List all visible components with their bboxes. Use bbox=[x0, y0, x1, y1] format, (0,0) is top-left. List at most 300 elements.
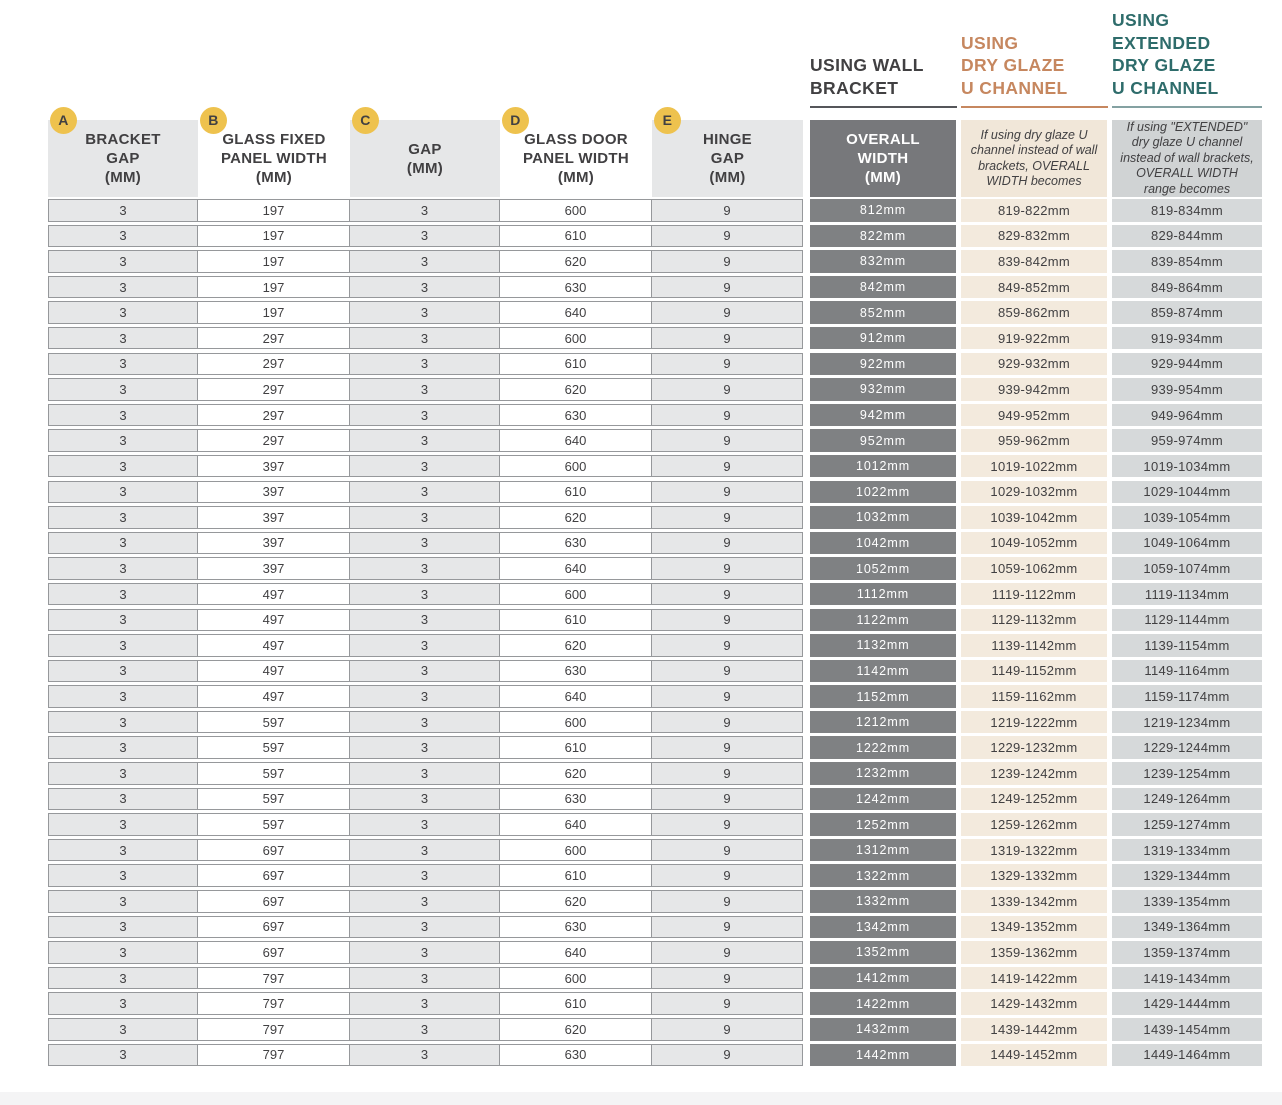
hinge-gap-cell: 9 bbox=[652, 813, 803, 836]
dry-glaze-overall-width-cell: 1059-1062mm bbox=[961, 557, 1107, 580]
column-header-gap bbox=[350, 112, 500, 197]
table-row bbox=[48, 788, 1262, 811]
overall-width-cell: 1332mm bbox=[810, 890, 956, 913]
overall-width-cell: 1342mm bbox=[810, 916, 956, 939]
bracket-gap-cell: 3 bbox=[48, 276, 198, 299]
hinge-gap-cell: 9 bbox=[652, 609, 803, 632]
extended-dry-glaze-overall-width-cell: 1119-1134mm bbox=[1112, 583, 1262, 606]
dry-glaze-overall-width-cell: 1339-1342mm bbox=[961, 890, 1107, 913]
glass-fixed-panel-width-cell: 397 bbox=[198, 481, 350, 504]
gap-cell: 3 bbox=[350, 788, 500, 811]
gap-cell: 3 bbox=[350, 762, 500, 785]
gap-cell: 3 bbox=[350, 250, 500, 273]
gap-cell: 3 bbox=[350, 199, 500, 222]
gap-cell: 3 bbox=[350, 506, 500, 529]
glass-door-panel-width-cell: 620 bbox=[500, 1018, 652, 1041]
column-letter-badge-b: B bbox=[200, 107, 227, 134]
extended-dry-glaze-overall-width-cell: 829-844mm bbox=[1112, 225, 1262, 248]
glass-door-panel-width-cell: 640 bbox=[500, 685, 652, 708]
hinge-gap-cell: 9 bbox=[652, 506, 803, 529]
bracket-gap-cell: 3 bbox=[48, 378, 198, 401]
dry-glaze-overall-width-cell: 1149-1152mm bbox=[961, 660, 1107, 683]
heading-line: USING bbox=[1112, 10, 1170, 30]
table-row bbox=[48, 276, 1262, 299]
overall-width-cell: 922mm bbox=[810, 353, 956, 376]
extended-dry-glaze-overall-width-cell: 959-974mm bbox=[1112, 429, 1262, 452]
table-body bbox=[48, 199, 1262, 1069]
dry-glaze-overall-width-cell: 1329-1332mm bbox=[961, 864, 1107, 887]
bracket-gap-cell: 3 bbox=[48, 813, 198, 836]
extended-dry-glaze-overall-width-cell: 1419-1434mm bbox=[1112, 967, 1262, 990]
glass-fixed-panel-width-cell: 697 bbox=[198, 941, 350, 964]
heading-line: DRY GLAZE bbox=[961, 55, 1065, 75]
bracket-gap-cell: 3 bbox=[48, 404, 198, 427]
extended-dry-glaze-overall-width-cell: 1319-1334mm bbox=[1112, 839, 1262, 862]
dry-glaze-overall-width-cell: 949-952mm bbox=[961, 404, 1107, 427]
hinge-gap-cell: 9 bbox=[652, 429, 803, 452]
glass-door-panel-width-cell: 630 bbox=[500, 276, 652, 299]
hinge-gap-cell: 9 bbox=[652, 481, 803, 504]
bracket-gap-cell: 3 bbox=[48, 609, 198, 632]
gap-cell: 3 bbox=[350, 276, 500, 299]
hinge-gap-cell: 9 bbox=[652, 864, 803, 887]
dry-glaze-overall-width-cell: 839-842mm bbox=[961, 250, 1107, 273]
dry-glaze-overall-width-cell: 1239-1242mm bbox=[961, 762, 1107, 785]
extended-dry-glaze-overall-width-cell: 1259-1274mm bbox=[1112, 813, 1262, 836]
glass-fixed-panel-width-cell: 497 bbox=[198, 583, 350, 606]
table-row bbox=[48, 711, 1262, 734]
hinge-gap-cell: 9 bbox=[652, 199, 803, 222]
heading-line: USING bbox=[961, 32, 1019, 53]
dry-glaze-overall-width-cell: 1349-1352mm bbox=[961, 916, 1107, 939]
gap-cell: 3 bbox=[350, 916, 500, 939]
dry-glaze-overall-width-cell: 1049-1052mm bbox=[961, 532, 1107, 555]
bracket-gap-cell: 3 bbox=[48, 481, 198, 504]
bracket-gap-cell: 3 bbox=[48, 199, 198, 222]
bracket-gap-cell: 3 bbox=[48, 864, 198, 887]
table-row bbox=[48, 378, 1262, 401]
bracket-gap-cell: 3 bbox=[48, 506, 198, 529]
heading-line: BRACKET bbox=[810, 77, 899, 98]
gap-cell: 3 bbox=[350, 327, 500, 350]
header-line: (MM) bbox=[406, 159, 444, 177]
extended-dry-glaze-overall-width-cell: 1249-1264mm bbox=[1112, 788, 1262, 811]
glass-door-panel-width-cell: 640 bbox=[500, 429, 652, 452]
overall-width-cell: 1212mm bbox=[810, 711, 956, 734]
glass-door-panel-width-cell: 640 bbox=[500, 813, 652, 836]
hinge-gap-cell: 9 bbox=[652, 711, 803, 734]
glass-door-panel-width-cell: 630 bbox=[500, 532, 652, 555]
glass-door-panel-width-cell: 600 bbox=[500, 967, 652, 990]
table-row bbox=[48, 634, 1262, 657]
glass-door-panel-width-cell: 610 bbox=[500, 609, 652, 632]
glass-fixed-panel-width-cell: 697 bbox=[198, 839, 350, 862]
header-line: (MM) bbox=[864, 169, 902, 186]
hinge-gap-cell: 9 bbox=[652, 1044, 803, 1067]
overall-width-cell: 1232mm bbox=[810, 762, 956, 785]
table-row bbox=[48, 839, 1262, 862]
hinge-gap-cell: 9 bbox=[652, 890, 803, 913]
table-row bbox=[48, 660, 1262, 683]
hinge-gap-cell: 9 bbox=[652, 404, 803, 427]
glass-door-panel-width-cell: 620 bbox=[500, 250, 652, 273]
hinge-gap-cell: 9 bbox=[652, 762, 803, 785]
header-line: (MM) bbox=[709, 169, 746, 186]
glass-fixed-panel-width-cell: 397 bbox=[198, 506, 350, 529]
table-row bbox=[48, 557, 1262, 580]
glass-fixed-panel-width-cell: 797 bbox=[198, 1044, 350, 1067]
bracket-gap-cell: 3 bbox=[48, 225, 198, 248]
extended-dry-glaze-overall-width-cell: 849-864mm bbox=[1112, 276, 1262, 299]
glass-door-panel-width-cell: 630 bbox=[500, 1044, 652, 1067]
bracket-gap-cell: 3 bbox=[48, 967, 198, 990]
overall-width-cell: 1322mm bbox=[810, 864, 956, 887]
glass-door-panel-width-cell: 610 bbox=[500, 225, 652, 248]
extended-dry-glaze-overall-width-cell: 1239-1254mm bbox=[1112, 762, 1262, 785]
glass-door-panel-width-cell: 610 bbox=[500, 864, 652, 887]
table-row bbox=[48, 404, 1262, 427]
hinge-gap-cell: 9 bbox=[652, 301, 803, 324]
bracket-gap-cell: 3 bbox=[48, 941, 198, 964]
overall-width-cell: 1142mm bbox=[810, 660, 956, 683]
table-row bbox=[48, 250, 1262, 273]
extended-dry-glaze-overall-width-cell: 1029-1044mm bbox=[1112, 481, 1262, 504]
bracket-gap-cell: 3 bbox=[48, 583, 198, 606]
glass-fixed-panel-width-cell: 297 bbox=[198, 404, 350, 427]
gap-cell: 3 bbox=[350, 711, 500, 734]
gap-cell: 3 bbox=[350, 429, 500, 452]
overall-width-cell: 1432mm bbox=[810, 1018, 956, 1041]
table-row bbox=[48, 481, 1262, 504]
overall-width-cell: 932mm bbox=[810, 378, 956, 401]
overall-width-cell: 1252mm bbox=[810, 813, 956, 836]
glass-fixed-panel-width-cell: 497 bbox=[198, 609, 350, 632]
extended-dry-glaze-overall-width-cell: 1449-1464mm bbox=[1112, 1044, 1262, 1067]
gap-cell: 3 bbox=[350, 1044, 500, 1067]
table-row bbox=[48, 864, 1262, 887]
hinge-gap-cell: 9 bbox=[652, 353, 803, 376]
glass-fixed-panel-width-cell: 797 bbox=[198, 1018, 350, 1041]
gap-cell: 3 bbox=[350, 557, 500, 580]
extended-dry-glaze-overall-width-cell: 939-954mm bbox=[1112, 378, 1262, 401]
overall-width-cell: 842mm bbox=[810, 276, 956, 299]
overall-width-cell: 1412mm bbox=[810, 967, 956, 990]
bracket-gap-cell: 3 bbox=[48, 634, 198, 657]
gap-cell: 3 bbox=[350, 609, 500, 632]
overall-width-cell: 1242mm bbox=[810, 788, 956, 811]
header-line: GAP bbox=[710, 150, 745, 167]
overall-width-cell: 1442mm bbox=[810, 1044, 956, 1067]
dry-glaze-note: If using dry glaze U channel instead of wall brackets, OVERALL WIDTH becomes bbox=[970, 127, 1098, 188]
header-line: BRACKET bbox=[85, 131, 161, 148]
extended-dry-glaze-overall-width-cell: 1139-1154mm bbox=[1112, 634, 1262, 657]
extended-dry-glaze-note: If using "EXTENDED" dry glaze U channel instead of wall brackets, OVERALL WIDTH range becomes bbox=[1120, 119, 1254, 196]
overall-width-cell: 942mm bbox=[810, 404, 956, 427]
gap-cell: 3 bbox=[350, 481, 500, 504]
hinge-gap-cell: 9 bbox=[652, 455, 803, 478]
hinge-gap-cell: 9 bbox=[652, 583, 803, 606]
bracket-gap-cell: 3 bbox=[48, 839, 198, 862]
overall-width-cell: 1122mm bbox=[810, 609, 956, 632]
header-line: HINGE bbox=[702, 131, 752, 148]
dry-glaze-overall-width-cell: 929-932mm bbox=[961, 353, 1107, 376]
column-letter-badge-e: E bbox=[654, 107, 681, 134]
extended-dry-glaze-overall-width-cell: 859-874mm bbox=[1112, 301, 1262, 324]
extended-dry-glaze-overall-width-cell: 1339-1354mm bbox=[1112, 890, 1262, 913]
glass-door-panel-width-cell: 600 bbox=[500, 711, 652, 734]
bracket-gap-cell: 3 bbox=[48, 890, 198, 913]
glass-fixed-panel-width-cell: 197 bbox=[198, 276, 350, 299]
table-row bbox=[48, 916, 1262, 939]
glass-fixed-panel-width-cell: 597 bbox=[198, 736, 350, 759]
header-line: (MM) bbox=[104, 169, 142, 186]
bracket-gap-cell: 3 bbox=[48, 1018, 198, 1041]
bracket-gap-cell: 3 bbox=[48, 788, 198, 811]
hinge-gap-cell: 9 bbox=[652, 916, 803, 939]
hinge-gap-cell: 9 bbox=[652, 557, 803, 580]
glass-fixed-panel-width-cell: 797 bbox=[198, 967, 350, 990]
glass-fixed-panel-width-cell: 597 bbox=[198, 788, 350, 811]
gap-cell: 3 bbox=[350, 404, 500, 427]
glass-fixed-panel-width-cell: 197 bbox=[198, 199, 350, 222]
overall-width-cell: 1422mm bbox=[810, 992, 956, 1015]
gap-cell: 3 bbox=[350, 1018, 500, 1041]
glass-door-panel-width-cell: 600 bbox=[500, 583, 652, 606]
header-line: PANEL WIDTH bbox=[522, 150, 630, 167]
table-row bbox=[48, 813, 1262, 836]
overall-width-cell: 812mm bbox=[810, 199, 956, 222]
gap-cell: 3 bbox=[350, 378, 500, 401]
header-line: PANEL WIDTH bbox=[220, 150, 328, 167]
header-line: WIDTH bbox=[857, 150, 909, 167]
dry-glaze-overall-width-cell: 1019-1022mm bbox=[961, 455, 1107, 478]
extended-dry-glaze-overall-width-cell: 1349-1364mm bbox=[1112, 916, 1262, 939]
table-row bbox=[48, 1044, 1262, 1067]
gap-cell: 3 bbox=[350, 532, 500, 555]
table-row bbox=[48, 327, 1262, 350]
bracket-gap-cell: 3 bbox=[48, 1044, 198, 1067]
dry-glaze-overall-width-cell: 1139-1142mm bbox=[961, 634, 1107, 657]
bracket-gap-cell: 3 bbox=[48, 327, 198, 350]
dry-glaze-overall-width-cell: 1319-1322mm bbox=[961, 839, 1107, 862]
glass-fixed-panel-width-cell: 197 bbox=[198, 250, 350, 273]
table-row bbox=[48, 685, 1262, 708]
glass-fixed-panel-width-cell: 297 bbox=[198, 378, 350, 401]
table-row bbox=[48, 532, 1262, 555]
dry-glaze-overall-width-cell: 859-862mm bbox=[961, 301, 1107, 324]
table-row bbox=[48, 429, 1262, 452]
hinge-gap-cell: 9 bbox=[652, 327, 803, 350]
header-line: (MM) bbox=[255, 169, 293, 186]
column-header-bracket-gap bbox=[48, 112, 198, 197]
table-row bbox=[48, 455, 1262, 478]
hinge-gap-cell: 9 bbox=[652, 378, 803, 401]
overall-width-cell: 952mm bbox=[810, 429, 956, 452]
gap-cell: 3 bbox=[350, 890, 500, 913]
hinge-gap-cell: 9 bbox=[652, 660, 803, 683]
dry-glaze-overall-width-cell: 1159-1162mm bbox=[961, 685, 1107, 708]
extended-dry-glaze-overall-width-cell: 839-854mm bbox=[1112, 250, 1262, 273]
overall-width-cell: 1022mm bbox=[810, 481, 956, 504]
glass-fixed-panel-width-cell: 497 bbox=[198, 660, 350, 683]
extended-dry-glaze-overall-width-cell: 1439-1454mm bbox=[1112, 1018, 1262, 1041]
glass-door-panel-width-cell: 630 bbox=[500, 916, 652, 939]
overall-width-cell: 1222mm bbox=[810, 736, 956, 759]
table-row bbox=[48, 301, 1262, 324]
hinge-gap-cell: 9 bbox=[652, 1018, 803, 1041]
dry-glaze-overall-width-cell: 1359-1362mm bbox=[961, 941, 1107, 964]
glass-fixed-panel-width-cell: 597 bbox=[198, 813, 350, 836]
overall-width-cell: 852mm bbox=[810, 301, 956, 324]
hinge-gap-cell: 9 bbox=[652, 634, 803, 657]
hinge-gap-cell: 9 bbox=[652, 967, 803, 990]
dry-glaze-overall-width-cell: 1229-1232mm bbox=[961, 736, 1107, 759]
gap-cell: 3 bbox=[350, 660, 500, 683]
hinge-gap-cell: 9 bbox=[652, 992, 803, 1015]
extended-dry-glaze-overall-width-cell: 1159-1174mm bbox=[1112, 685, 1262, 708]
glass-fixed-panel-width-cell: 797 bbox=[198, 992, 350, 1015]
hinge-gap-cell: 9 bbox=[652, 736, 803, 759]
dry-glaze-overall-width-cell: 829-832mm bbox=[961, 225, 1107, 248]
bracket-gap-cell: 3 bbox=[48, 916, 198, 939]
glass-door-panel-width-cell: 630 bbox=[500, 788, 652, 811]
dry-glaze-overall-width-cell: 939-942mm bbox=[961, 378, 1107, 401]
table-row bbox=[48, 890, 1262, 913]
gap-cell: 3 bbox=[350, 736, 500, 759]
heading-line: EXTENDED bbox=[1112, 32, 1211, 53]
bracket-gap-cell: 3 bbox=[48, 353, 198, 376]
gap-cell: 3 bbox=[350, 353, 500, 376]
glass-door-panel-width-cell: 600 bbox=[500, 199, 652, 222]
footer-band bbox=[0, 1092, 1282, 1105]
header-line: GAP bbox=[106, 150, 140, 167]
glass-door-panel-width-cell: 620 bbox=[500, 378, 652, 401]
dry-glaze-overall-width-cell: 1449-1452mm bbox=[961, 1044, 1107, 1067]
heading-using-extended-dry-glaze-u-channel bbox=[1112, 9, 1262, 108]
glass-fixed-panel-width-cell: 497 bbox=[198, 634, 350, 657]
overall-width-cell: 1312mm bbox=[810, 839, 956, 862]
heading-using-dry-glaze-u-channel bbox=[961, 32, 1108, 109]
dry-glaze-overall-width-cell: 959-962mm bbox=[961, 429, 1107, 452]
hinge-gap-cell: 9 bbox=[652, 941, 803, 964]
bracket-gap-cell: 3 bbox=[48, 992, 198, 1015]
column-header-glass-fixed-panel-width bbox=[198, 112, 350, 197]
glass-fixed-panel-width-cell: 397 bbox=[198, 557, 350, 580]
table-row bbox=[48, 1018, 1262, 1041]
bracket-gap-cell: 3 bbox=[48, 532, 198, 555]
heading-line: DRY GLAZE bbox=[1112, 55, 1216, 75]
hinge-gap-cell: 9 bbox=[652, 839, 803, 862]
dry-glaze-overall-width-cell: 819-822mm bbox=[961, 199, 1107, 222]
extended-dry-glaze-overall-width-cell: 1039-1054mm bbox=[1112, 506, 1262, 529]
glass-fixed-panel-width-cell: 297 bbox=[198, 327, 350, 350]
dry-glaze-overall-width-cell: 1419-1422mm bbox=[961, 967, 1107, 990]
gap-cell: 3 bbox=[350, 225, 500, 248]
heading-line: USING WALL bbox=[810, 55, 924, 75]
glass-door-panel-width-cell: 620 bbox=[500, 506, 652, 529]
column-header-glass-door-panel-width bbox=[500, 112, 652, 197]
glass-fixed-panel-width-cell: 397 bbox=[198, 532, 350, 555]
overall-width-cell: 1112mm bbox=[810, 583, 956, 606]
hinge-gap-cell: 9 bbox=[652, 532, 803, 555]
overall-width-cell: 1152mm bbox=[810, 685, 956, 708]
overall-width-cell: 1012mm bbox=[810, 455, 956, 478]
glass-door-panel-width-cell: 640 bbox=[500, 557, 652, 580]
bracket-gap-cell: 3 bbox=[48, 685, 198, 708]
glass-fixed-panel-width-cell: 697 bbox=[198, 864, 350, 887]
gap-cell: 3 bbox=[350, 992, 500, 1015]
header-line: (MM) bbox=[557, 169, 595, 186]
gap-cell: 3 bbox=[350, 634, 500, 657]
heading-line: U CHANNEL bbox=[961, 77, 1068, 98]
extended-dry-glaze-overall-width-cell: 1149-1164mm bbox=[1112, 660, 1262, 683]
glass-door-panel-width-cell: 610 bbox=[500, 992, 652, 1015]
extended-dry-glaze-overall-width-cell: 1019-1034mm bbox=[1112, 455, 1262, 478]
dry-glaze-overall-width-cell: 1259-1262mm bbox=[961, 813, 1107, 836]
glass-door-panel-width-cell: 610 bbox=[500, 353, 652, 376]
table-row bbox=[48, 941, 1262, 964]
glass-fixed-panel-width-cell: 597 bbox=[198, 711, 350, 734]
overall-width-cell: 1132mm bbox=[810, 634, 956, 657]
bracket-gap-cell: 3 bbox=[48, 660, 198, 683]
gap-cell: 3 bbox=[350, 839, 500, 862]
hinge-gap-cell: 9 bbox=[652, 276, 803, 299]
bracket-gap-cell: 3 bbox=[48, 557, 198, 580]
extended-dry-glaze-overall-width-cell: 1129-1144mm bbox=[1112, 609, 1262, 632]
gap-cell: 3 bbox=[350, 301, 500, 324]
dry-glaze-overall-width-cell: 1219-1222mm bbox=[961, 711, 1107, 734]
header-line: GLASS DOOR bbox=[524, 131, 628, 148]
overall-width-cell: 912mm bbox=[810, 327, 956, 350]
heading-line: U CHANNEL bbox=[1112, 77, 1219, 98]
glass-door-panel-width-cell: 620 bbox=[500, 890, 652, 913]
gap-cell: 3 bbox=[350, 685, 500, 708]
glass-fixed-panel-width-cell: 397 bbox=[198, 455, 350, 478]
header-line: GAP bbox=[408, 140, 442, 158]
hinge-gap-cell: 9 bbox=[652, 788, 803, 811]
overall-width-cell: 1032mm bbox=[810, 506, 956, 529]
overall-width-cell: 1052mm bbox=[810, 557, 956, 580]
header-line: GLASS FIXED bbox=[222, 131, 326, 148]
glass-door-panel-width-cell: 620 bbox=[500, 634, 652, 657]
extended-dry-glaze-overall-width-cell: 1359-1374mm bbox=[1112, 941, 1262, 964]
bracket-gap-cell: 3 bbox=[48, 250, 198, 273]
glass-door-panel-width-cell: 630 bbox=[500, 404, 652, 427]
dry-glaze-overall-width-cell: 1119-1122mm bbox=[961, 583, 1107, 606]
header-line: OVERALL bbox=[846, 131, 920, 148]
glass-door-panel-width-cell: 630 bbox=[500, 660, 652, 683]
dry-glaze-overall-width-cell: 919-922mm bbox=[961, 327, 1107, 350]
table-row bbox=[48, 506, 1262, 529]
bracket-gap-cell: 3 bbox=[48, 762, 198, 785]
gap-cell: 3 bbox=[350, 455, 500, 478]
extended-dry-glaze-overall-width-cell: 1059-1074mm bbox=[1112, 557, 1262, 580]
hinge-gap-cell: 9 bbox=[652, 225, 803, 248]
glass-fixed-panel-width-cell: 297 bbox=[198, 429, 350, 452]
glass-door-panel-width-cell: 620 bbox=[500, 762, 652, 785]
bracket-gap-cell: 3 bbox=[48, 455, 198, 478]
dry-glaze-overall-width-cell: 1039-1042mm bbox=[961, 506, 1107, 529]
table-row bbox=[48, 736, 1262, 759]
overall-width-cell: 822mm bbox=[810, 225, 956, 248]
dry-glaze-overall-width-cell: 1439-1442mm bbox=[961, 1018, 1107, 1041]
overall-width-cell: 1352mm bbox=[810, 941, 956, 964]
gap-cell: 3 bbox=[350, 583, 500, 606]
overall-width-cell: 1042mm bbox=[810, 532, 956, 555]
glass-fixed-panel-width-cell: 197 bbox=[198, 225, 350, 248]
column-header-hinge-gap bbox=[652, 112, 803, 197]
extended-dry-glaze-overall-width-cell: 929-944mm bbox=[1112, 353, 1262, 376]
